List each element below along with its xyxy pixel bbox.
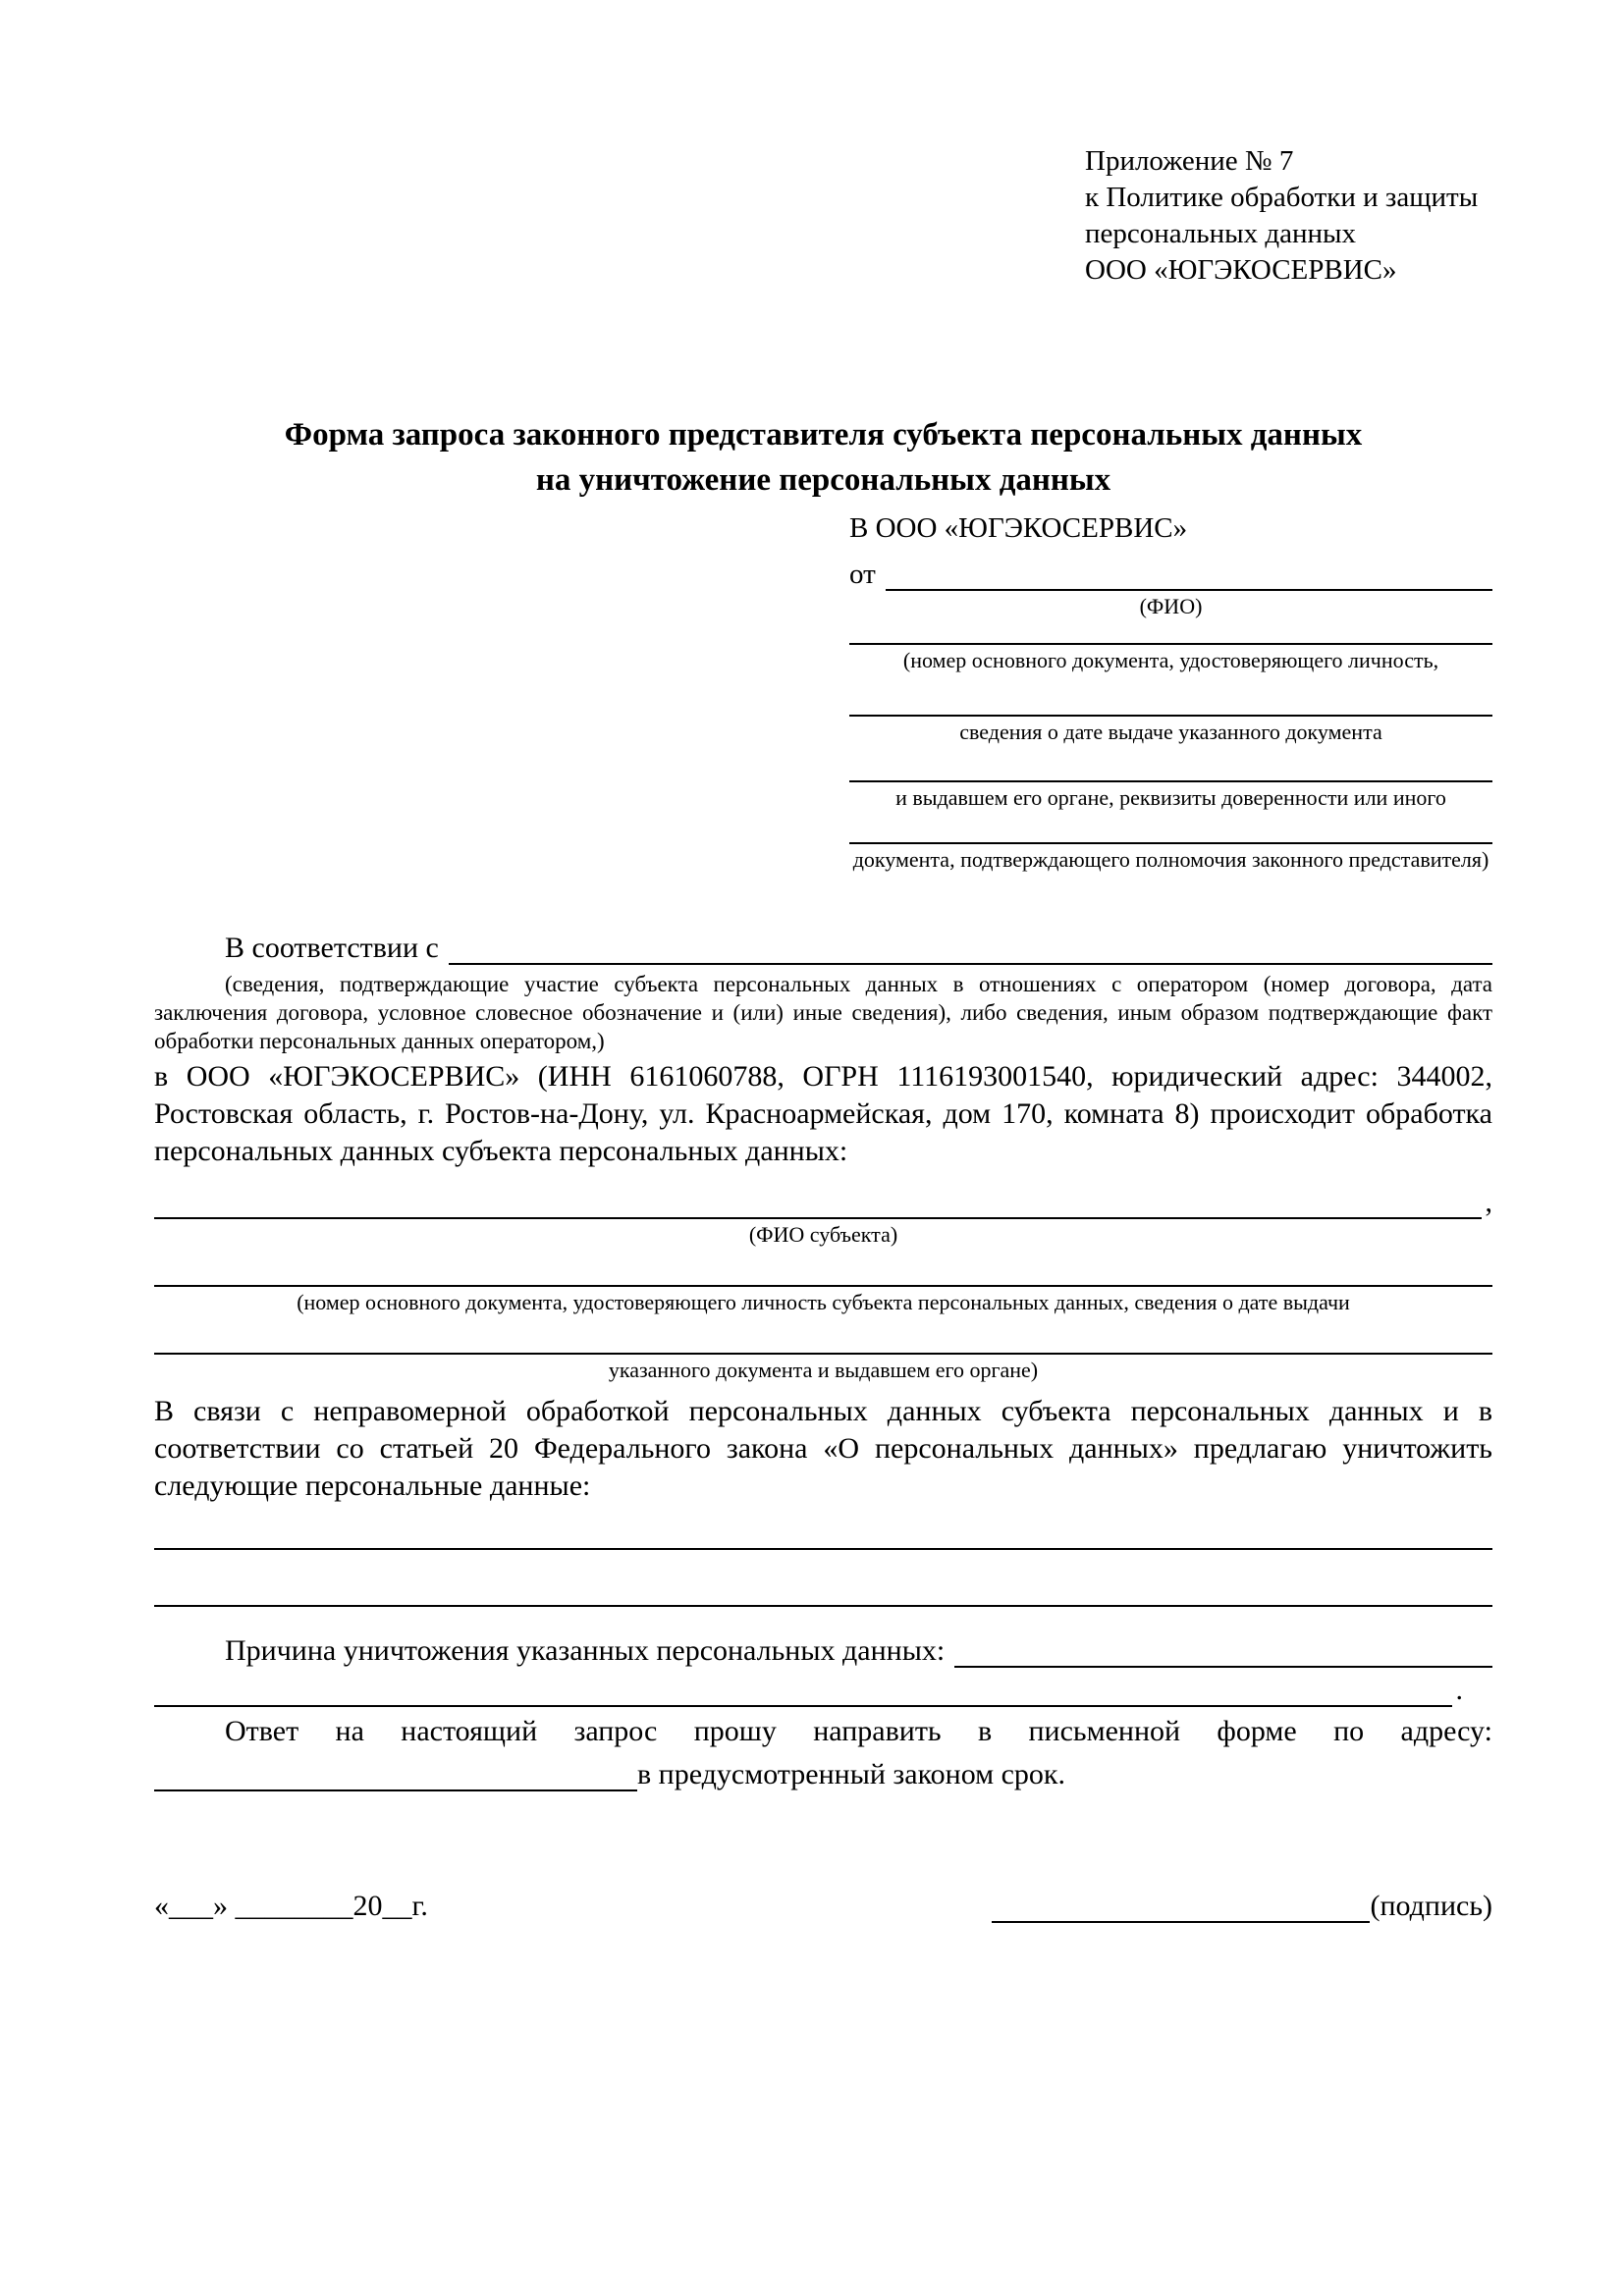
doc-fill-in-line — [849, 745, 1492, 782]
reason-fill-in-line — [954, 1658, 1492, 1668]
appendix-header-line: Приложение № 7 — [1085, 145, 1294, 177]
according-label: В соответствии с — [225, 932, 439, 964]
reason-row-2 — [154, 1668, 1463, 1707]
address-fill-in-line — [154, 1782, 637, 1791]
doc-caption-3: и выдавшем его органе, реквизиты доверенности или иного — [895, 785, 1446, 810]
appendix-header-line: к Политике обработки и защиты — [1085, 182, 1479, 213]
appendix-header-line: ООО «ЮГЭКОСЕРВИС» — [1085, 254, 1397, 286]
data-fill-in-line — [154, 1562, 1492, 1607]
signature-caption: (подпись) — [1370, 1890, 1492, 1922]
according-row — [154, 926, 1492, 965]
date-signature-row — [154, 1890, 1492, 1923]
signature-fill-in-line — [992, 1892, 1370, 1923]
reason-row — [154, 1630, 1492, 1668]
operator-paragraph: в ООО «ЮГЭКОСЕРВИС» (ИНН 6161060788, ОГРН 1116193001540, юридический адрес: 344002, Ростовская область, г. Ростов-на-Дону, ул. Красноармейская, дом 170, комната 8) происходит обработка персональных данных субъекта персональных данных: — [154, 1060, 1492, 1167]
doc-fill-in-line — [849, 811, 1492, 844]
subject-fio-fill-in-line — [154, 1209, 1482, 1219]
addressee-block — [849, 508, 1492, 873]
appendix-header-line: персональных данных — [1085, 218, 1357, 249]
spacer — [154, 1550, 1492, 1562]
fio-caption: (ФИО) — [1139, 594, 1203, 618]
reason-fill-in-line — [154, 1697, 1452, 1707]
data-fill-in-line — [154, 1505, 1492, 1550]
reason-line-suffix: . — [1455, 1674, 1463, 1706]
page-title-line: Форма запроса законного представителя субъекта персональных данных — [284, 417, 1363, 453]
appendix-header — [1085, 143, 1492, 289]
addressee-to-line: В ООО «ЮГЭКОСЕРВИС» — [849, 512, 1188, 544]
subject-fio-row — [154, 1186, 1492, 1219]
page-title-line: на уничтожение персональных данных — [535, 462, 1111, 498]
fio-fill-in-line — [886, 581, 1492, 591]
doc-caption-2: сведения о дате выдаче указанного документа — [959, 720, 1382, 744]
according-fill-in-line — [449, 955, 1492, 965]
page-title — [154, 412, 1492, 503]
signature-group — [992, 1890, 1492, 1923]
doc-fill-in-line — [849, 619, 1492, 645]
doc-caption-1: (номер основного документа, удостоверяющего личность, — [902, 648, 1439, 672]
reply-tail-row — [154, 1750, 1492, 1791]
reply-sentence: Ответ на настоящий запрос прошу направить в письменной форме по адресу: — [225, 1715, 1492, 1747]
subject-fio-caption: (ФИО субъекта) — [748, 1222, 898, 1247]
according-note: (сведения, подтверждающие участие субъекта персональных данных в отношениях с оператором (номер договора, дата заключения договора, условное словесное обозначение и (или) иные сведения), либо сведения, иным образом подтверждающие факт обработки персональных данных оператором,) — [154, 972, 1492, 1053]
doc-caption-4: документа, подтверждающего полномочия законного представителя) — [852, 847, 1489, 872]
subject-doc-caption-2: указанного документа и выдавшем его органе) — [608, 1358, 1039, 1382]
reply-tail-text: в предусмотренный законом срок. — [637, 1758, 1065, 1790]
doc-fill-in-line — [849, 673, 1492, 717]
subject-doc-fill-in-line — [154, 1315, 1492, 1355]
from-label: от — [849, 559, 876, 590]
subject-doc-caption-1: (номер основного документа, удостоверяющего личность субъекта персональных данных, сведения о дате выдачи — [297, 1290, 1350, 1314]
subject-line-suffix: , — [1485, 1186, 1492, 1218]
reason-label: Причина уничтожения указанных персональных данных: — [225, 1634, 946, 1667]
subject-doc-fill-in-line — [154, 1248, 1492, 1287]
demand-paragraph: В связи с неправомерной обработкой персональных данных субъекта персональных данных и в соответствии со статьей 20 Федерального закона «О персональных данных» предлагаю уничтожить следующие персональные данные: — [154, 1395, 1492, 1502]
from-row — [849, 548, 1492, 591]
document-content — [154, 0, 1492, 1923]
date-fill-in-line: «___» ________20__г. — [154, 1890, 428, 1922]
